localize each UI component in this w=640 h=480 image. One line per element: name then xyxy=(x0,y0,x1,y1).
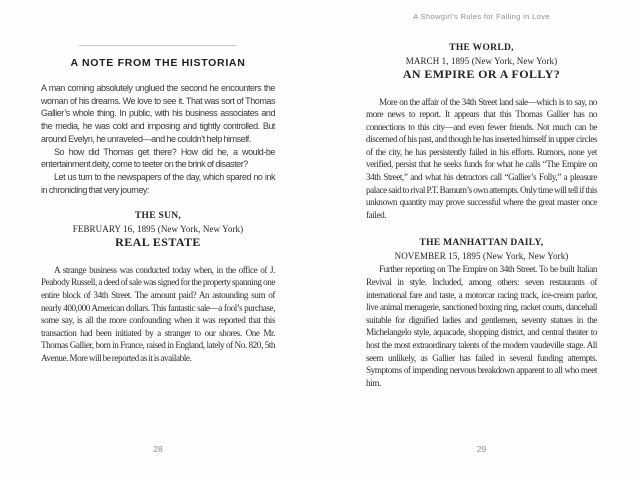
page-number-left: 28 xyxy=(153,444,163,454)
clipping-dateline: MARCH 1, 1895 (New York, New York) xyxy=(405,56,558,66)
historian-paragraph-2: So how did Thomas get there? How did he, a would-be entertainment deity, come to teeter on the brink of disaster? xyxy=(41,146,275,170)
page-right xyxy=(366,0,597,480)
historian-paragraph-1: A man coming absolutely unglued the second he encounters the woman of his dreams. We love to see it. That was sort of Thomas Gallier’s whole thing. In public, with his business associates and the media, he was cold and imposing and tightly controlled. But around Evelyn, he unraveled—and he couldn’t help himself. xyxy=(41,83,275,144)
news-clipping-world-body: More on the affair of the 34th Street land sale—which is to say, no more news to report. It appears that this Thomas Gallier has no connections to this city—and even fewer friends. Not much can be discerned of his past, and though he has inserted himself in upper circles of the city, he has persistently failed in his efforts. Rumors, none yet verified, persist that he seeks funds for what he calls “The Empire on 34th Street,” and what his detractors call “Gallier’s Folly,” a pleasure palace said to rival P.T. Barnum’s own attempts. Only time will tell if this unknown quantity may prove successful where the great master once failed. xyxy=(366,96,597,220)
page-left xyxy=(41,0,275,480)
section-title: A NOTE FROM THE HISTORIAN xyxy=(70,57,246,69)
news-clipping-manhattan-header xyxy=(366,237,597,263)
news-clipping-sun-body: A strange business was conducted today when, in the office of J. Peabody Russell, a deed of sale was signed for the property spanning one entire block of 34th Street. The amount paid? An astounding sum of nearly 400,000 American dollars. This fantastic sale—a fool’s purchase, some say, is all the more confounding when it was reported that this transaction had been initiated by a stranger to our shores. One Mr. Thomas Gallier, born in France, raised in England, lately of No. 820, 5th Avenue. More will be reported as it is available. xyxy=(41,264,275,363)
clipping-headline: REAL ESTATE xyxy=(115,235,201,250)
news-clipping-world-header xyxy=(366,42,597,82)
clipping-dateline: NOVEMBER 15, 1895 (New York, New York) xyxy=(394,251,569,262)
page-number-right: 29 xyxy=(476,444,487,454)
clipping-dateline: FEBRUARY 16, 1895 (New York, New York) xyxy=(72,224,244,235)
news-clipping-sun-header xyxy=(41,210,275,250)
clipping-source: THE SUN, xyxy=(134,211,182,222)
historian-paragraph-3: Let us turn to the newspapers of the day, which spared no ink in chronicling that very journey: xyxy=(41,171,275,195)
section-divider xyxy=(79,45,237,46)
news-clipping-manhattan-body: Further reporting on The Empire on 34th Street. To be built Italian Revival in style. Included, among others: seven restaurants of international fare and taste, a motorcar racing track, ice-cream parlor, live animal menagerie, sanctioned boxing ring, racket courts, dancehall suitable for dignified ladies and gentlemen, seventy statues in the Michelangelo style, aquacade, shopping district, and central theater to host the most extraordinary talents of the modern vaudeville stage. All seem unlikely, as Gallier has failed in several funding attempts. Symptoms of impending nervous breakdown apparent to all who meet him. xyxy=(366,264,597,388)
running-header: A Showgirl’s Rules for Falling in Love xyxy=(413,12,550,21)
clipping-source: THE WORLD, xyxy=(449,43,514,53)
clipping-source: THE MANHATTAN DAILY, xyxy=(419,238,544,249)
clipping-headline: AN EMPIRE OR A FOLLY? xyxy=(402,67,561,81)
